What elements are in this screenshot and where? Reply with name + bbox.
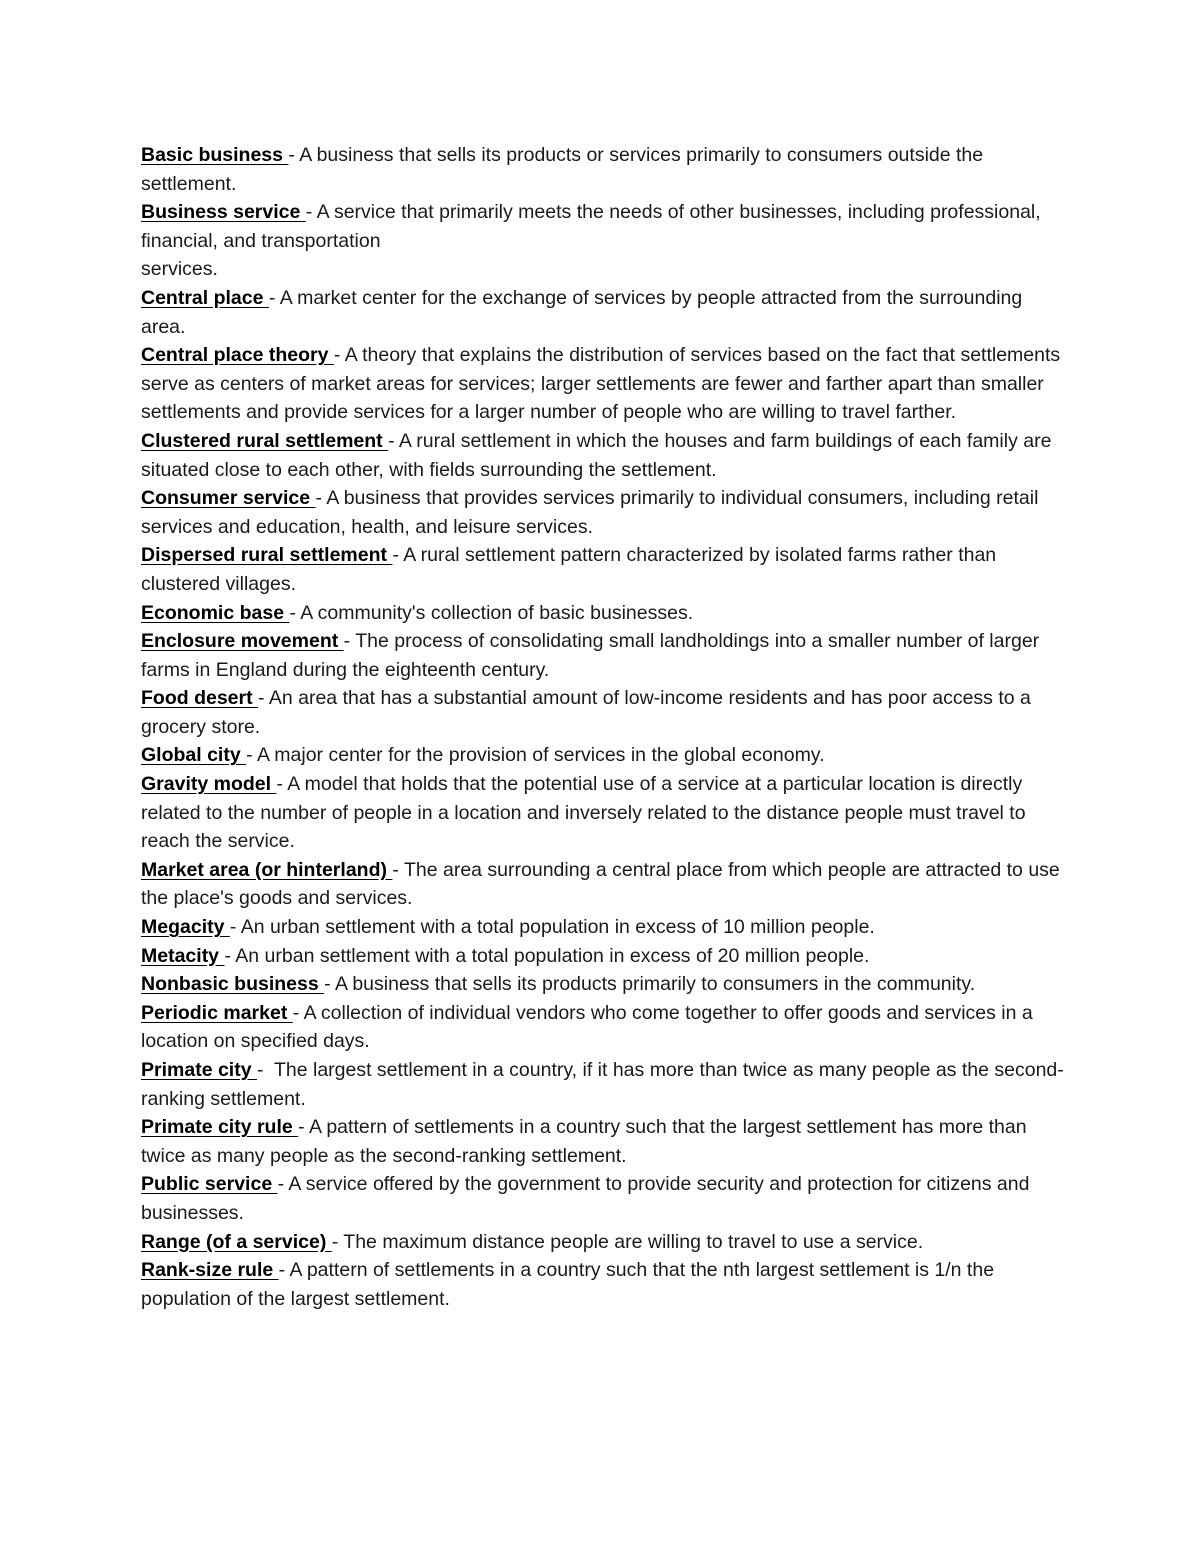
glossary-entry-market-area: [141, 856, 1066, 913]
glossary-term: Rank-size rule: [141, 1259, 279, 1282]
glossary-entry-range-of-a-service: [141, 1228, 1066, 1257]
glossary-entry-central-place-theory: [141, 341, 1066, 427]
glossary-definition: - A community's collection of basic businesses.: [289, 601, 694, 624]
glossary-term: Enclosure movement: [141, 630, 344, 653]
glossary-definition: - A service offered by the government to provide security and protection for citizens and businesses.: [141, 1173, 1030, 1224]
glossary-entry-primate-city-rule: [141, 1113, 1066, 1170]
glossary-term: Basic business: [141, 144, 289, 166]
glossary-term: Business service: [141, 201, 306, 224]
glossary-entry-global-city: [141, 741, 1066, 770]
glossary-definition: - A rural settlement in which the houses and farm buildings of each family are situated close to each other, with fields surrounding the settlement.: [141, 429, 1052, 481]
glossary-term: Public service: [141, 1173, 278, 1196]
glossary-term: Nonbasic business: [141, 973, 325, 996]
glossary-definition: - An urban settlement with a total population in excess of 10 million people.: [229, 916, 875, 939]
glossary-term: Market area (or hinterland): [141, 858, 393, 881]
glossary-entry-economic-base: [141, 599, 1066, 628]
glossary-definition: - A business that sells its products or services primarily to consumers outside the settlement.: [141, 144, 984, 195]
glossary-definition: - A major center for the provision of services in the global economy.: [246, 744, 825, 767]
glossary-entry-rank-size-rule: [141, 1256, 1066, 1313]
glossary-definition: - A collection of individual vendors who come together to offer goods and services in a location on specified days.: [141, 1001, 1033, 1053]
glossary-term: Central place theory: [141, 344, 334, 367]
glossary-entry-nonbasic-business: [141, 970, 1066, 999]
glossary-definition: - The maximum distance people are willing to travel to use a service.: [331, 1230, 924, 1253]
glossary-definition: - A rural settlement pattern characterized by isolated farms rather than clustered villages.: [141, 544, 997, 595]
glossary-definition-continuation: services.: [141, 258, 218, 281]
glossary-definition: - An area that has a substantial amount of low-income residents and has poor access to a grocery store.: [141, 687, 1031, 738]
glossary-term: Periodic market: [141, 1001, 293, 1024]
glossary-term: Food desert: [141, 687, 259, 710]
glossary-definition: - A service that primarily meets the needs of other businesses, including professional, financial, and transportation: [141, 201, 1041, 252]
glossary-entry-gravity-model: [141, 770, 1066, 856]
glossary-term: Clustered rural settlement: [141, 429, 389, 452]
glossary-definition: - A pattern of settlements in a country such that the largest settlement has more than twice as many people as the second-ranking settlement.: [141, 1116, 1027, 1167]
glossary-entry-food-desert: [141, 684, 1066, 741]
glossary-entry-megacity: [141, 913, 1066, 942]
glossary-term: Primate city rule: [141, 1116, 299, 1139]
glossary-entry-clustered-rural-settlement: [141, 427, 1066, 484]
glossary-definition: - The largest settlement in a country, if it has more than twice as many people as the second-ranking settlement.: [141, 1059, 1064, 1110]
glossary-entry-primate-city: [141, 1056, 1066, 1113]
glossary-entry-consumer-service: [141, 484, 1066, 541]
glossary-term: Global city: [141, 744, 247, 767]
glossary-term: Dispersed rural settlement: [141, 544, 393, 567]
glossary-definition: - A business that sells its products primarily to consumers in the community.: [324, 973, 976, 996]
glossary-entry-periodic-market: [141, 999, 1066, 1056]
glossary-term: Metacity: [141, 944, 225, 967]
glossary-definition: - The process of consolidating small landholdings into a smaller number of larger farms in England during the eighteenth century.: [141, 630, 1040, 681]
glossary-definition: - An urban settlement with a total population in excess of 20 million people.: [224, 944, 870, 967]
glossary-entry-central-place: [141, 284, 1066, 341]
glossary-entry-basic-business: [141, 141, 1066, 198]
glossary-entry-public-service: [141, 1170, 1066, 1227]
glossary-term: Primate city: [141, 1059, 257, 1081]
glossary-definition: - A market center for the exchange of services by people attracted from the surrounding area.: [141, 286, 1023, 338]
glossary-page: [141, 141, 1066, 1313]
glossary-term: Gravity model: [141, 773, 277, 796]
glossary-term: Megacity: [141, 916, 230, 939]
glossary-entry-business-service: [141, 198, 1066, 284]
glossary-definition: - A theory that explains the distribution of services based on the fact that settlements serve as centers of market areas for services; larger settlements are fewer and farther apart than smaller settlements and provide services for a larger number of people who are willing to travel farther.: [141, 344, 1061, 424]
glossary-definition: - A model that holds that the potential use of a service at a particular location is directly related to the number of people in a location and inversely related to the distance people must travel to reach the service.: [141, 773, 1026, 853]
glossary-entry-dispersed-rural-settlement: [141, 541, 1066, 598]
glossary-term: Economic base: [141, 601, 290, 624]
glossary-term: Consumer service: [141, 487, 316, 510]
glossary-term: Central place: [141, 286, 269, 309]
glossary-entry-metacity: [141, 942, 1066, 971]
glossary-definition: - A pattern of settlements in a country such that the nth largest settlement is 1/n the population of the largest settlement.: [141, 1259, 995, 1310]
glossary-entry-enclosure-movement: [141, 627, 1066, 684]
glossary-term: Range (of a service): [141, 1230, 332, 1253]
glossary-definition: - The area surrounding a central place from which people are attracted to use the place's goods and services.: [141, 858, 1060, 910]
glossary-definition: - A business that provides services primarily to individual consumers, including retail services and education, health, and leisure services.: [141, 487, 1039, 538]
